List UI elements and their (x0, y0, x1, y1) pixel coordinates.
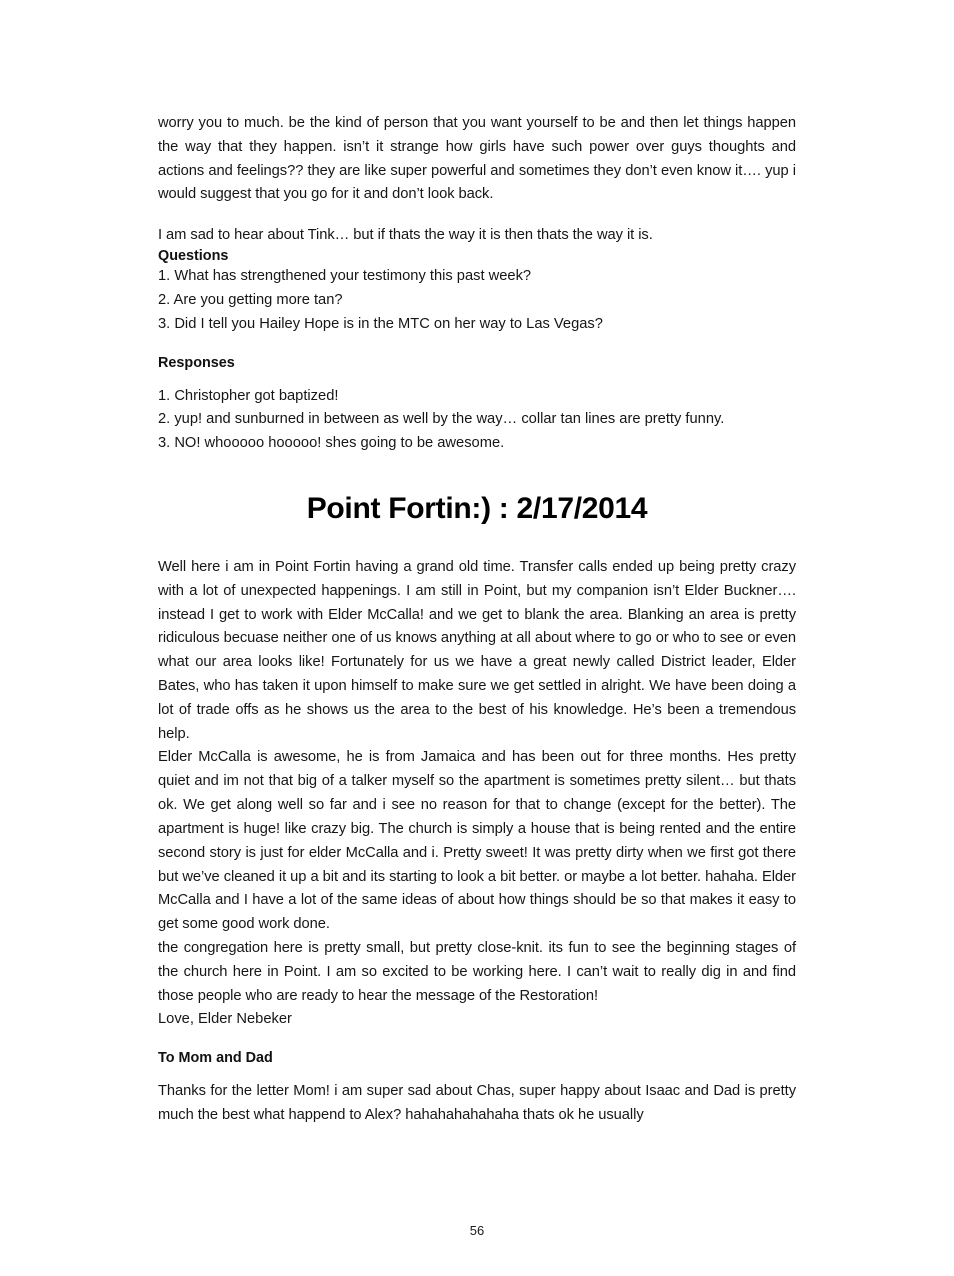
subheading-to-mom-and-dad: To Mom and Dad (158, 1050, 273, 1067)
paragraph-mccalla: Elder McCalla is awesome, he is from Jamaica and has been out for three months. Hes pretty quiet and im not that big of a talker myself so the apartment is sometimes pretty silent… but thats ok. We get along well so far and i see no reason for that to change (except for the better). The apartment is huge! like crazy big. The church is simply a house that is being rented and the entire second story is just for elder McCalla and i. Pretty sweet! It was pretty dirty when we first got there but we’ve cleaned it up a bit and its starting to look a bit better. or maybe a lot better. hahaha. Elder McCalla and I have a lot of the same ideas of about how things should be so that makes it easy to get some good work done. (158, 749, 796, 933)
spacer (158, 1067, 796, 1080)
paragraph-worry: worry you to much. be the kind of person that you want yourself to be and then let things happen the way that they happen. isn’t it strange how girls have such power over guys thoughts and actions and feelings?? they are like super powerful and sometimes they don’t even know it…. yup i would suggest that you go for it and don’t look back. (158, 115, 796, 203)
responses-block (158, 355, 796, 456)
signoff: Love, Elder Nebeker (158, 1011, 292, 1028)
questions-heading: Questions (158, 248, 229, 265)
paragraph-thanks-for-letter: Thanks for the letter Mom! i am super sad about Chas, super happy about Isaac and Dad is pretty much the best what happend to Alex? hahahahahahaha thats ok he usually (158, 1083, 796, 1123)
questions-block (158, 248, 796, 336)
response-item: 2. yup! and sunburned in between as well by the way… collar tan lines are pretty funny. (158, 411, 725, 428)
entry-title: Point Fortin:) : 2/17/2014 (306, 491, 648, 525)
response-item: 3. NO! whooooo hooooo! shes going to be awesome. (158, 435, 505, 452)
top-entry-section (158, 112, 796, 248)
paragraph-tink: I am sad to hear about Tink… but if thats the way it is then thats the way it is. (158, 227, 653, 244)
entry-body (158, 556, 796, 1032)
spacer (158, 372, 796, 385)
signoff-line (158, 1008, 796, 1032)
questions-list (158, 265, 796, 336)
paragraph-congregation: the congregation here is pretty small, but pretty close-knit. its fun to see the beginning stages of the church here in Point. I am so excited to be working here. I can’t wait to really dig in and find those people who are ready to hear the message of the Restoration! (158, 939, 796, 1004)
responses-list (158, 385, 796, 456)
paragraph-transfer: Well here i am in Point Fortin having a grand old time. Transfer calls ended up being pretty crazy with a lot of unexpected happenings. I am still in Point, but my companion isn’t Elder Buckner…. instead I get to work with Elder McCalla! and we get to blank the area. Blanking an area is pretty ridiculous becuase neither one of us knows anything at all about where to go or who to see or even what our area looks like! Fortunately for us we have a great newly called District leader, Elder Bates, who has taken it upon himself to make sure we get settled in alright. We have been doing a lot of trade offs as he shows us the area to the best of his knowledge. He’s been a tremendous help. (158, 558, 796, 742)
question-item: 3. Did I tell you Hailey Hope is in the MTC on her way to Las Vegas? (158, 315, 603, 332)
spacer (158, 1032, 796, 1050)
question-item: 2. Are you getting more tan? (158, 291, 343, 308)
responses-heading: Responses (158, 354, 235, 371)
question-item: 1. What has strengthened your testimony this past week? (158, 268, 532, 285)
page-number: 56 (469, 1223, 485, 1238)
spacer (158, 337, 796, 355)
response-item: 1. Christopher got baptized! (158, 387, 339, 404)
